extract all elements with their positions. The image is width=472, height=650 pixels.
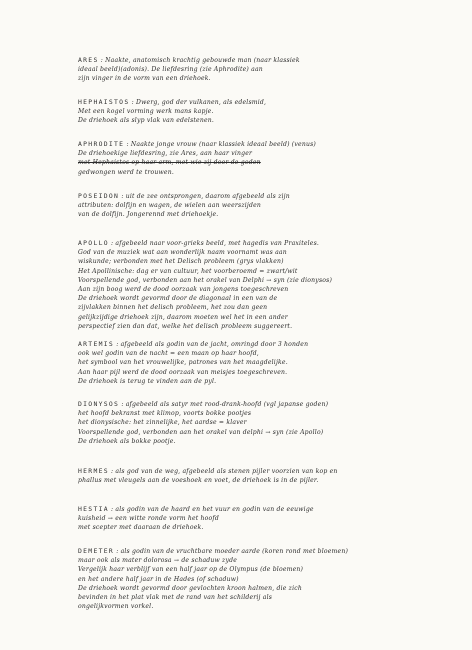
entry-text: het dionysische: het zinnelijke, het aardse = klaver — [78, 419, 247, 427]
entry-text: het symbool van het vrouwelijke, patrones van het maagdelijke. — [78, 359, 288, 367]
entry-text: ongelijkvormen vorkel. — [78, 603, 154, 611]
entry-demeter — [78, 547, 460, 611]
entry-text: phallus met vleugels aan de voeshoek en voet, de driehoek is in de pijler. — [78, 477, 319, 485]
entry-text: zijvlakken binnen het delisch probleem, het zou dan geen — [78, 304, 268, 312]
entry-text: ook wel godin van de nacht = een maan op haar hoofd, — [78, 350, 259, 358]
entry-text: Aan haar pijl werd de dood oorzaak van meisjes toegeschreven. — [78, 368, 288, 376]
entry-text: : als god van de weg, afgebeeld als stenen pijler voorzien van kop en — [111, 468, 338, 475]
entry-name: DEMETER — [78, 547, 115, 555]
entry-text: : als godin van de haard en het vuur en godin van de eeuwige — [111, 506, 314, 513]
entry-text: attributen: dolfijn en wagen, de wielen aan weerszijden — [78, 202, 261, 210]
entry-apollo — [78, 239, 460, 331]
entry-aphrodite — [78, 140, 460, 177]
entry-hestia — [78, 505, 460, 533]
entry-name: APOLLO — [78, 239, 109, 247]
entry-name: HESTIA — [78, 505, 109, 513]
entry-text: : als godin van de vruchtbare moeder aarde (koren rond met bloemen) — [116, 548, 349, 555]
entry-text: Voorspellende god, verbonden aan het orakel van Delphi → syn (zie dionysos) — [78, 276, 333, 284]
entry-artemis — [78, 340, 460, 386]
entry-text: De driehoek is terug te vinden aan de pyl. — [78, 377, 217, 385]
entry-text: De driehoek als bokke pootje. — [78, 437, 176, 445]
entry-text: God van de muziek wat aan wonderlijk naam voornamt was aan — [78, 249, 287, 257]
entry-text: : afgebeeld als satyr met rood-drank-hoofd (vgl japanse goden) — [121, 401, 329, 408]
entry-text: wiskunde; verbonden met het Delisch probleem (grys vlakken) — [78, 258, 284, 266]
entry-name: POSEIDON — [78, 192, 120, 200]
entry-text: : afgebeeld als godin van de jacht, omringd door 3 honden — [116, 341, 309, 348]
entry-text: bevinden in het plat vlak met de rand van het schilderij als — [78, 594, 273, 602]
entry-text: De driehoek als slyp vlak van edelstenen. — [78, 117, 215, 125]
entry-name: APHRODITE — [78, 140, 125, 148]
entry-poseidon — [78, 192, 460, 220]
entry-text: Voorspellende god, verbonden aan het orakel van delphi → syn (zie Apollo) — [78, 428, 324, 436]
entry-text: Het Apollinische: dag er van cultuur, het voorberoemd = zwart/wit — [78, 267, 298, 275]
entry-text: zijn vinger in de vorm van een driehoek. — [78, 75, 211, 83]
entry-name: ARTEMIS — [78, 340, 115, 348]
entry-text: Vergelijk haar verblijf van een half jaar op de Olympus (de bloemen) — [78, 566, 304, 574]
entry-text: met Hephaistos op haar arm, met wie zij door de goden — [78, 159, 261, 167]
entry-text: het hoofd bekranst met klimop, voorts bokke pootjes — [78, 410, 252, 418]
entry-text: kuisheid → een witte ronde vorm het hoofd — [78, 515, 219, 523]
entry-text: : Naakte, anatomisch krachtig gebouwde man (naar klassiek — [100, 57, 300, 64]
entry-text: De driehoek wordt gevormd door de diagonaal in een van de — [78, 295, 278, 303]
entry-name: HERMES — [78, 467, 109, 475]
entry-text: gedwongen werd te trouwen. — [78, 168, 174, 176]
entry-text: van de dolfijn. Jongerennd met driehoekje. — [78, 211, 219, 219]
entry-text: : Dwerg, god der vulkanen, als edelsmid, — [131, 99, 267, 106]
entry-text: gelijkzijdige driehoek zijn, daarom moeten wel het in een ander — [78, 313, 288, 321]
entry-ares — [78, 56, 460, 84]
entry-text: met scepter met daaraan de driehoek. — [78, 524, 204, 532]
entry-text: perspectief zien dan dat, welke het delisch probleem suggereert. — [78, 322, 293, 330]
entry-text: en het andere half jaar in de Hades (of schaduw) — [78, 575, 239, 583]
entry-hephaistos — [78, 98, 460, 126]
entry-text: ideaal beeld)(adonis). De liefdesring (zie Aphrodite) aan — [78, 66, 263, 74]
entry-name: DIONYSOS — [78, 400, 120, 408]
entry-name: HEPHAISTOS — [78, 98, 130, 106]
entry-text: : uit de zee ontsprongen, daarom afgebeeld als zijn — [121, 193, 290, 200]
entry-name: ARES — [78, 56, 99, 64]
entry-text: maar ook als mater dolorosa → de schaduw zyde — [78, 557, 238, 565]
entry-dionysos — [78, 400, 460, 446]
entry-text: Met een kogel vorming werk mans kapje. — [78, 108, 214, 116]
entry-text: : Naakte jonge vrouw (naar klassiek ideaal beeld) (venus) — [126, 141, 316, 148]
entry-text: : afgebeeld naar voor-grieks beeld, met hagedis van Praxiteles. — [111, 240, 320, 247]
entry-hermes — [78, 467, 460, 485]
entry-text: Aan zijn boog werd de dood oorzaak van jongens toegeschreven — [78, 286, 289, 294]
entry-text: De driehoek wordt gevormd door gevlochten kroon halmen, die zich — [78, 584, 302, 592]
entry-text: De driehoekige liefdesring, zie Ares, aan haar vinger — [78, 150, 253, 158]
